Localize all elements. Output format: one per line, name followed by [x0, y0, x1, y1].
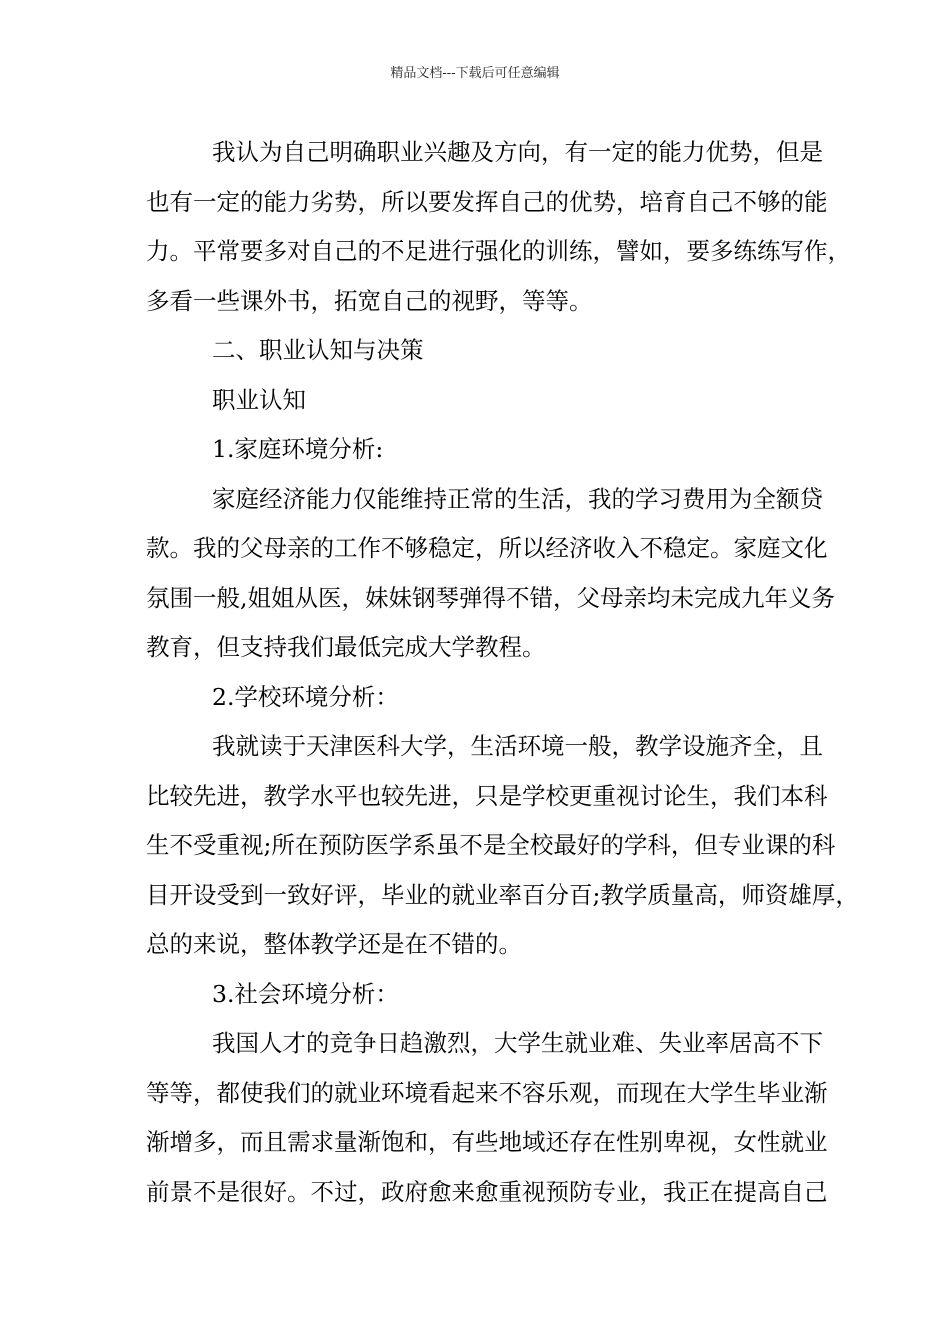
item-heading: 2.学校环境分析：: [212, 682, 399, 711]
paragraph-line: 也有一定的能力劣势，所以要发挥自己的优势，培育自己不够的能: [146, 187, 828, 216]
item-heading: 1.家庭环境分析:: [212, 435, 384, 463]
paragraph-line: 家庭经济能力仅能维持正常的生活，我的学习费用为全额贷: [212, 484, 823, 513]
page-header: 精品文档---下载后可任意编辑: [390, 66, 560, 81]
paragraph-line: 生不受重视;所在预防医学系虽不是全校最好的学科，但专业课的科: [146, 831, 836, 859]
paragraph-line: 多看一些课外书，拓宽自己的视野，等等。: [146, 286, 593, 315]
paragraph-line: 前景不是很好。不过，政府愈来愈重视预防专业，我正在提高自己: [146, 1177, 828, 1206]
section-heading: 二、职业认知与决策: [212, 336, 424, 364]
paragraph-line: 目开设受到一致好评，毕业的就业率百分百;教学质量高，师资雄厚，: [146, 880, 859, 909]
item-heading: 3.社会环境分析：: [212, 979, 399, 1008]
paragraph-line: 教育，但支持我们最低完成大学教程。: [146, 633, 546, 661]
paragraph-line: 我国人才的竞争日趋激烈，大学生就业难、失业率居高不下: [212, 1029, 823, 1057]
document-body: [146, 128, 859, 1217]
paragraph-line: 力。平常要多对自己的不足进行强化的训练，譬如，要多练练写作，: [146, 237, 851, 265]
paragraph-line: 总的来说，整体教学还是在不错的。: [146, 930, 522, 958]
paragraph-line: 我认为自己明确职业兴趣及方向，有一定的能力优势，但是: [212, 138, 823, 166]
paragraph-line: 比较先进，教学水平也较先进，只是学校更重视讨论生，我们本科: [146, 781, 828, 810]
subsection-heading: 职业认知: [212, 385, 306, 414]
paragraph-line: 我就读于天津医科大学，生活环境一般，教学设施齐全，且: [212, 732, 823, 760]
paragraph-line: 等等，都使我们的就业环境看起来不容乐观，而现在大学生毕业渐: [146, 1078, 828, 1107]
paragraph-line: 氛围一般,姐姐从医，妹妹钢琴弹得不错，父母亲均未完成九年义务: [146, 583, 835, 612]
paragraph-line: 渐增多，而且需求量渐饱和，有些地域还存在性别卑视，女性就业: [146, 1128, 828, 1156]
paragraph-line: 款。我的父母亲的工作不够稳定，所以经济收入不稳定。家庭文化: [146, 534, 828, 562]
